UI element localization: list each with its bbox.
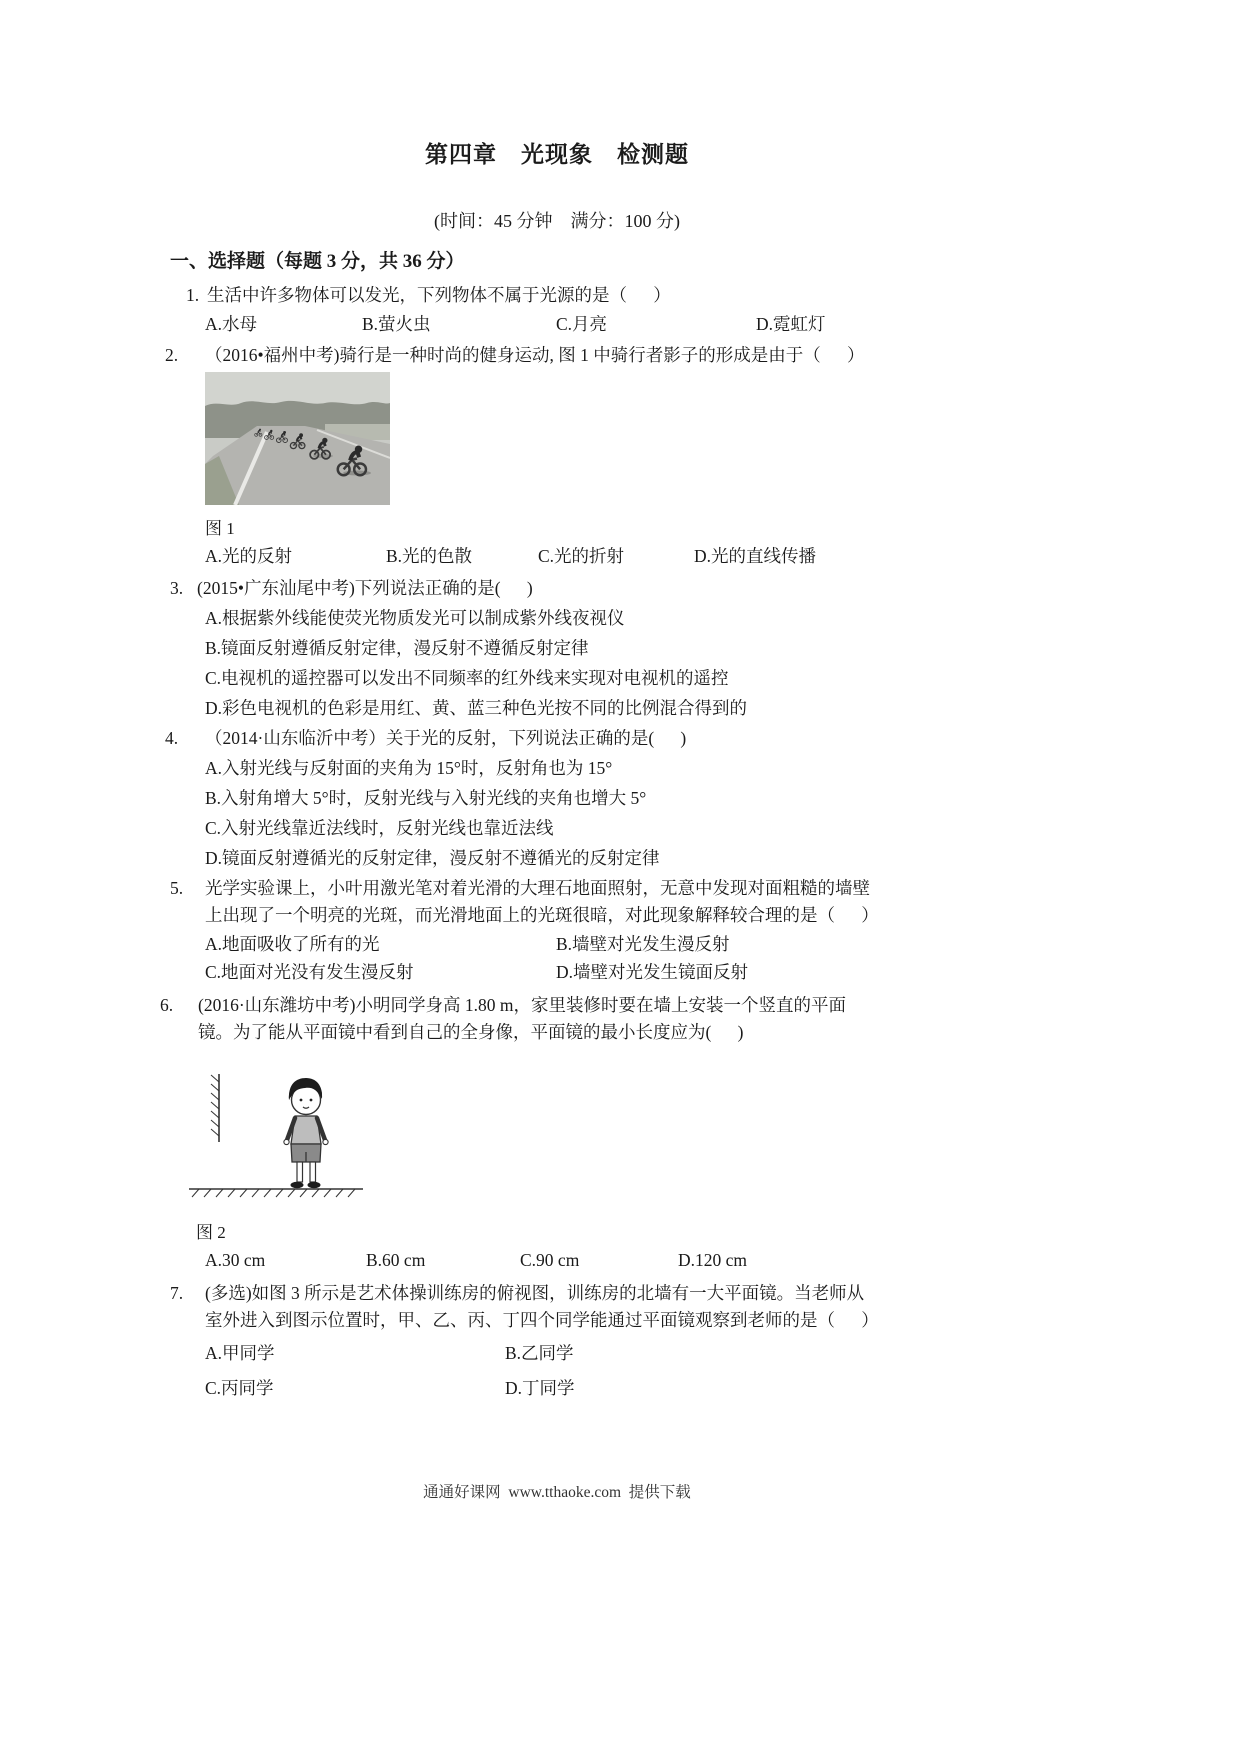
q5-stem-line2: 上出现了一个明亮的光斑，而光滑地面上的光斑很暗，对此现象解释较合理的是（ ） — [205, 905, 879, 925]
q1-option-b: B.萤火虫 — [362, 314, 431, 334]
footer-text: 通通好课网 www.tthaoke.com 提供下载 — [423, 1484, 691, 1501]
boy-leg — [297, 1162, 303, 1182]
q3-option-a: A.根据紫外线能使荧光物质发光可以制成紫外线夜视仪 — [205, 608, 625, 628]
section-heading: 一、选择题（每题 3 分，共 36 分） — [170, 251, 465, 272]
mirror-wall — [211, 1074, 219, 1142]
figure1-cyclists-photo — [205, 372, 390, 505]
figure2-label: 图 2 — [196, 1223, 226, 1242]
q6-number: 6. — [160, 995, 174, 1015]
q5-option-c: C.地面对光没有发生漫反射 — [205, 962, 414, 982]
q7-option-a: A.甲同学 — [205, 1343, 275, 1363]
q2-option-c: C.光的折射 — [538, 546, 625, 566]
q4-option-b: B.入射角增大 5°时，反射光线与入射光线的夹角也增大 5° — [205, 788, 647, 808]
q7-number: 7. — [170, 1283, 184, 1303]
q1-stem: 生活中许多物体可以发光，下列物体不属于光源的是（ ） — [207, 285, 671, 305]
q4-option-c: C.入射光线靠近法线时，反射光线也靠近法线 — [205, 818, 554, 838]
figure2-boy-and-mirror — [185, 1048, 370, 1208]
boy-hand — [284, 1139, 289, 1144]
q7-option-b: B.乙同学 — [505, 1343, 574, 1363]
q5-stem-line1: 光学实验课上，小叶用激光笔对着光滑的大理石地面照射，无意中发现对面粗糙的墙壁 — [205, 878, 870, 898]
q6-option-c: C.90 cm — [520, 1250, 580, 1270]
q7-stem-line2: 室外进入到图示位置时，甲、乙、丙、丁四个同学能通过平面镜观察到老师的是（ ） — [205, 1310, 879, 1330]
q6-stem-line1: (2016·山东潍坊中考)小明同学身高 1.80 m，家里装修时要在墙上安装一个竖直的平面 — [198, 995, 846, 1015]
q1-option-d: D.霓虹灯 — [756, 314, 826, 334]
q2-stem: （2016•福州中考)骑行是一种时尚的健身运动, 图 1 中骑行者影子的形成是由于（ ） — [205, 345, 865, 365]
boy-eye — [300, 1099, 303, 1102]
q6-option-d: D.120 cm — [678, 1250, 748, 1270]
page-title: 第四章 光现象 检测题 — [425, 142, 689, 167]
q4-option-d: D.镜面反射遵循光的反射定律，漫反射不遵循光的反射定律 — [205, 848, 660, 868]
ground-line — [189, 1189, 363, 1197]
q4-option-a: A.入射光线与反射面的夹角为 15°时，反射角也为 15° — [205, 758, 613, 778]
page-subtitle: (时间：45 分钟 满分：100 分) — [434, 211, 680, 231]
q3-stem: (2015•广东汕尾中考)下列说法正确的是( ) — [197, 578, 533, 598]
q5-option-d: D.墙壁对光发生镜面反射 — [556, 962, 749, 982]
q3-number: 3. — [170, 578, 184, 598]
q3-option-c: C.电视机的遥控器可以发出不同频率的红外线来实现对电视机的遥控 — [205, 668, 729, 688]
q6-option-a: A.30 cm — [205, 1250, 266, 1270]
q7-option-c: C.丙同学 — [205, 1378, 274, 1398]
q2-option-b: B.光的色散 — [386, 546, 473, 566]
q3-option-d: D.彩色电视机的色彩是用红、黄、蓝三种色光按不同的比例混合得到的 — [205, 698, 748, 718]
q4-number: 4. — [165, 728, 179, 748]
q4-stem: （2014·山东临沂中考）关于光的反射，下列说法正确的是( ) — [205, 728, 687, 748]
figure1-label: 图 1 — [205, 519, 235, 538]
boy-figure — [284, 1078, 328, 1188]
q1-option-c: C.月亮 — [556, 314, 608, 334]
q5-number: 5. — [170, 878, 184, 898]
q7-option-d: D.丁同学 — [505, 1378, 575, 1398]
q1-option-a: A.水母 — [205, 314, 258, 334]
boy-hand — [323, 1139, 328, 1144]
boy-shorts — [291, 1144, 321, 1162]
q6-stem-line2: 镜。为了能从平面镜中看到自己的全身像，平面镜的最小长度应为( ) — [198, 1022, 744, 1042]
q2-option-a: A.光的反射 — [205, 546, 293, 566]
boy-shoe — [291, 1182, 304, 1188]
boy-eye — [310, 1099, 313, 1102]
q7-stem-line1: (多选)如图 3 所示是艺术体操训练房的俯视图，训练房的北墙有一大平面镜。当老师从 — [205, 1283, 865, 1303]
boy-leg — [310, 1162, 316, 1182]
boy-shoe — [308, 1182, 321, 1188]
q3-option-b: B.镜面反射遵循反射定律，漫反射不遵循反射定律 — [205, 638, 589, 658]
q1-number: 1. — [186, 285, 200, 305]
q5-option-b: B.墙壁对光发生漫反射 — [556, 934, 730, 954]
q2-option-d: D.光的直线传播 — [694, 546, 817, 566]
q2-number: 2. — [165, 345, 179, 365]
q5-option-a: A.地面吸收了所有的光 — [205, 934, 380, 954]
q6-option-b: B.60 cm — [366, 1250, 426, 1270]
